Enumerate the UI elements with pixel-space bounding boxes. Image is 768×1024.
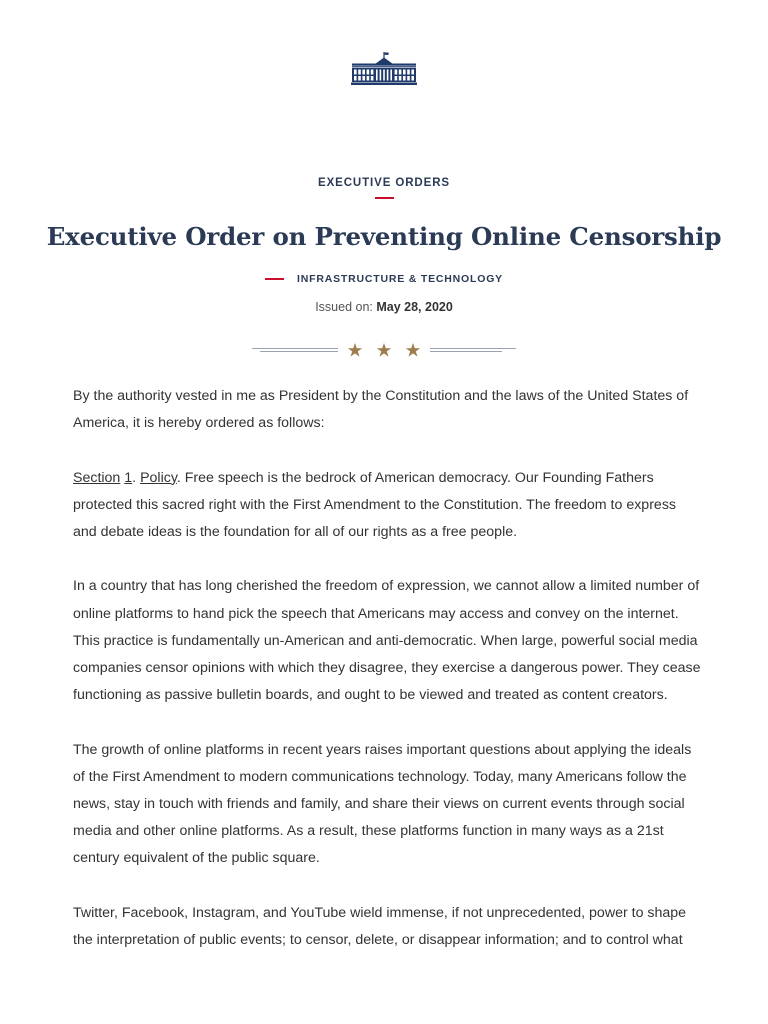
three-stars-icon (252, 340, 516, 360)
stars-divider (252, 340, 516, 360)
category-row (0, 273, 768, 285)
site-header (0, 52, 768, 86)
eyebrow-accent-rule (375, 197, 394, 199)
issued-date-row (0, 300, 768, 314)
eyebrow-link[interactable]: EXECUTIVE ORDERS (318, 177, 450, 189)
section-label: Section (73, 469, 121, 486)
body-paragraph: The growth of online platforms in recent years raises important questions about applying the ideals of the First Amendment to modern communications technology. Today, many Americans follow the news, stay in touch with friends and family, and share their views on current events through social media and other online platforms. As a result, these platforms function in many ways as a 21st century equivalent of the public square. (73, 741, 692, 867)
category-link[interactable]: INFRASTRUCTURE & TECHNOLOGY (297, 273, 503, 285)
body-paragraph: Twitter, Facebook, Instagram, and YouTube wield immense, if not unprecedented, power to shape the interpretation of public events; to censor, delete, or disappear information; and to control what (73, 904, 687, 948)
article-body (73, 383, 703, 981)
white-house-icon (351, 52, 417, 86)
section-heading: Policy (140, 469, 177, 486)
issued-label: Issued on: (315, 300, 373, 314)
page-title: Executive Order on Preventing Online Censorship (46, 222, 722, 251)
section-separator: . (132, 469, 141, 486)
body-paragraph: By the authority vested in me as President by the Constitution and the laws of the United States of America, it is hereby ordered as follows: (73, 388, 689, 432)
section-number: 1 (124, 469, 133, 486)
body-paragraph: In a country that has long cherished the freedom of expression, we cannot allow a limited number of online platforms to hand pick the speech that Americans may access and convey on the internet. This practice is fundamentally un-American and anti-democratic. When large, powerful social media companies censor opinions with which they disagree, they exercise a dangerous power. They cease functioning as passive bulletin boards, and ought to be viewed and treated as content creators. (73, 578, 701, 704)
body-paragraph (73, 465, 703, 547)
issued-date: May 28, 2020 (376, 300, 453, 314)
section-text: . Free speech is the bedrock of American democracy. Our Founding Fathers protected this sacred right with the First Amendment to the Constitution. The freedom to express and debate ideas is the foundation for all of our rights as a free people. (73, 469, 677, 540)
category-accent-dash (265, 278, 284, 280)
home-logo-link[interactable] (351, 52, 417, 86)
